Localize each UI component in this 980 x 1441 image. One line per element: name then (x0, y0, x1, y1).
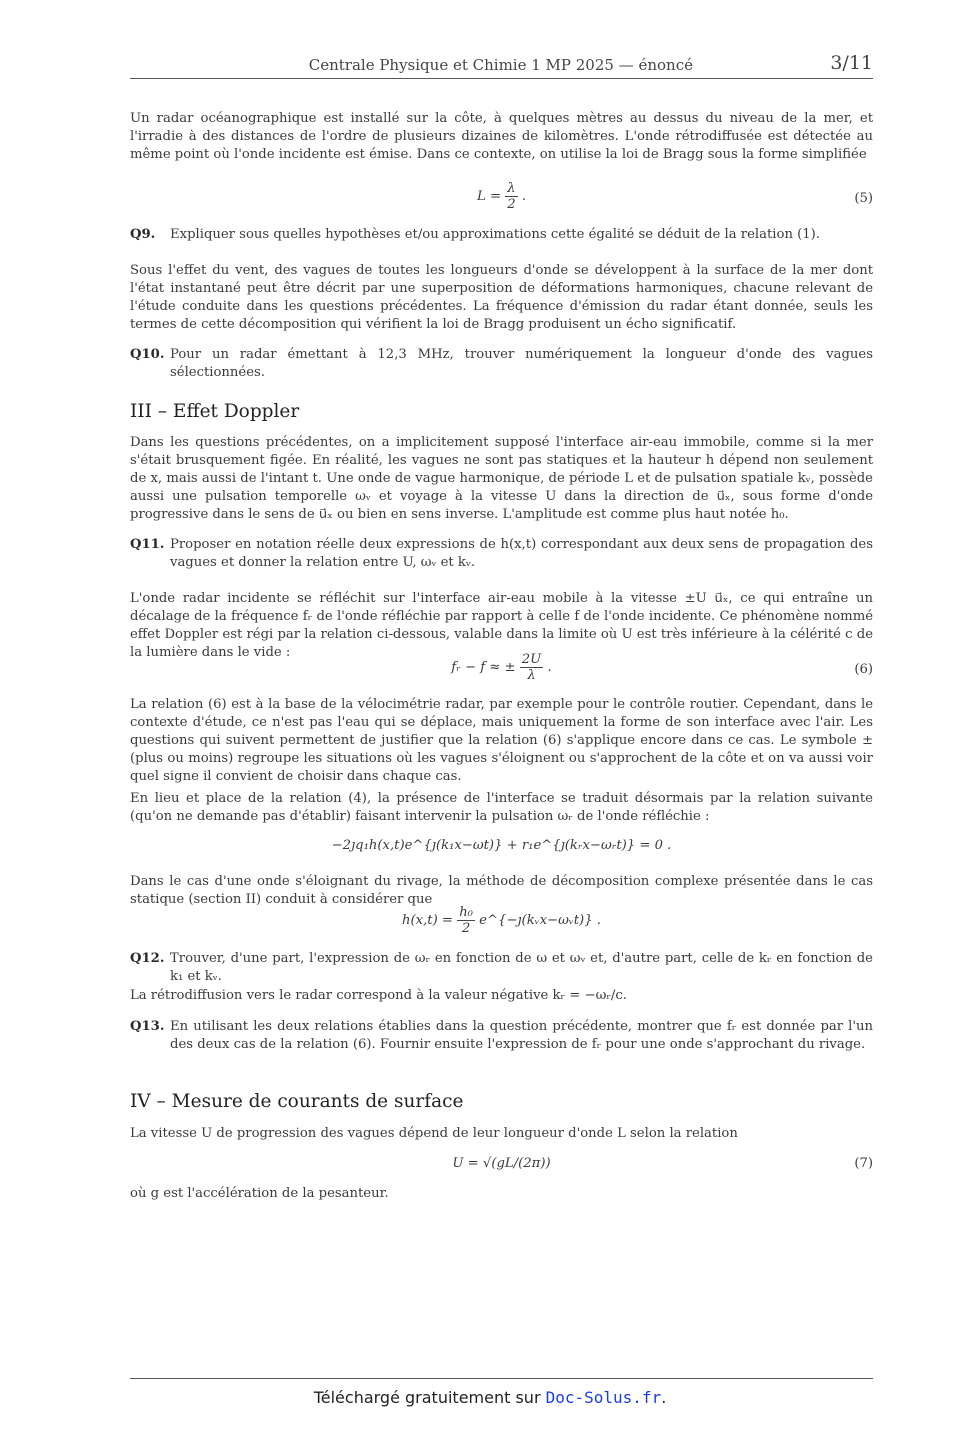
q13-label: Q13. (130, 1019, 165, 1034)
eqh-lhs: h(x,t) = (402, 913, 453, 928)
paragraph-radar: Un radar océanographique est installé sur la côte, à quelques mètres au dessus du niveau de la mer, et l'irradie à des distances de l'ordre de plusieurs dizaines de kilomètres. L'onde rétrodiffusée est détectée au même point où l'onde incidente est émise. Dans ce contexte, on utilise la loi de Bragg sous la forme simplifiée (130, 111, 873, 162)
paragraph-cas: Dans le cas d'une onde s'éloignant du rivage, la méthode de décomposition complexe présentée dans le cas statique (section II) conduit à considérer que (130, 874, 873, 907)
section-4-title: IV – Mesure de courants de surface (130, 1091, 464, 1112)
footer-divider (130, 1378, 873, 1379)
question-10 (130, 346, 873, 382)
eq6-den: λ (527, 668, 536, 683)
eqh-fraction (457, 905, 475, 936)
q9-label: Q9. (130, 227, 156, 242)
eq5-num: λ (505, 181, 517, 197)
eq5-den: 2 (507, 197, 516, 212)
eq7-number: (7) (854, 1156, 873, 1171)
footer-prefix: Téléchargé gratuitement sur (313, 1388, 541, 1407)
page-header (130, 54, 873, 79)
eq7-text: U = √(gL/(2π)) (452, 1156, 551, 1171)
equation-5 (130, 181, 873, 212)
paragraph-doppler: Dans les questions précédentes, on a implicitement supposé l'interface air-eau immobile, comme si la mer s'était brusquement figée. En réalité, les vagues ne sont pas statiques et la hauteur h dépend non seulement de x, mais aussi de l'intant t. Une onde de vague harmonique, de période L et de pulsation spatiale kᵥ, possède aussi une pulsation temporelle ωᵥ et voyage à la vitesse U dans la direction de u⃗ₓ, sous forme d'onde progressive dans le sens de u⃗ₓ ou bien en sens inverse. L'amplitude est comme plus haut notée h₀. (130, 435, 873, 522)
eq6-tail: . (547, 660, 552, 675)
question-11 (130, 536, 873, 572)
q12-label: Q12. (130, 951, 165, 966)
paragraph-retro: La rétrodiffusion vers le radar correspond à la valeur négative kᵣ = −ωᵣ/c. (130, 988, 627, 1003)
paragraph-lieu: En lieu et place de la relation (4), la présence de l'interface se traduit désormais par la relation suivante (qu'on ne demande pas d'établir) faisant intervenir la pulsation ωᵣ de l'onde réfléchie : (130, 791, 873, 824)
paragraph-vent: Sous l'effet du vent, des vagues de toutes les longueurs d'onde se développent à la surface de la mer dont l'état instantané peut être décrit par une superposition de déformations harmoniques, chacune relevant de l'étude conduite dans les questions précédentes. La fréquence d'émission du radar étant donnée, seuls les termes de cette décomposition qui vérifient la loi de Bragg produisent un écho significatif. (130, 263, 873, 332)
q9-text: Expliquer sous quelles hypothèses et/ou approximations cette égalité se déduit de la relation (1). (170, 227, 821, 242)
footer-suffix: . (661, 1388, 667, 1407)
eq5-number: (5) (854, 191, 873, 206)
eqh-den: 2 (461, 921, 471, 936)
q11-label: Q11. (130, 537, 165, 552)
eq6-number: (6) (854, 662, 873, 677)
header-title: Centrale Physique et Chimie 1 MP 2025 — énoncé (308, 56, 693, 74)
eq6-num: 2U (521, 652, 542, 667)
equation-7 (130, 1154, 873, 1174)
section-3-title: III – Effet Doppler (130, 401, 300, 422)
q13-text: En utilisant les deux relations établies dans la question précédente, montrer que fᵣ est donnée par l'un des deux cas de la relation (6). Fournir ensuite l'expression de fᵣ pour une onde s'approchant du rivage. (170, 1019, 873, 1052)
footer-link[interactable]: Doc-Solus.fr (545, 1388, 662, 1407)
equation-6 (130, 652, 873, 683)
q10-label: Q10. (130, 347, 165, 362)
page-number: 3/11 (830, 52, 873, 74)
paragraph-velocimetrie: La relation (6) est à la base de la vélocimétrie radar, par exemple pour le contrôle routier. Cependant, dans le contexte d'étude, ce n'est pas l'eau qui se déplace, mais uniquement la forme de son interface avec l'air. Les questions qui suivent permettent de justifier que la relation (6) s'applique encore dans ce cas. Le symbole ± (plus ou moins) regroupe les situations où les vagues s'éloignent ou s'approchent de la côte et on va aussi voir quel signe il convient de choisir dans chaque cas. (130, 697, 873, 784)
q12-text: Trouver, d'une part, l'expression de ωᵣ en fonction de ω et ωᵥ et, d'autre part, celle de kᵣ en fonction de k₁ et kᵥ. (170, 951, 873, 984)
eq6-lhs: fᵣ − f ≈ ± (451, 660, 516, 675)
eq5-fraction (505, 181, 517, 212)
q10-text: Pour un radar émettant à 12,3 MHz, trouver numériquement la longueur d'onde des vagues sélectionnées. (170, 347, 873, 380)
question-12 (130, 950, 873, 986)
paragraph-onde-radar: L'onde radar incidente se réfléchit sur l'interface air-eau mobile à la vitesse ±U u⃗ₓ, ce qui entraîne un décalage de la fréquence fᵣ de l'onde réfléchie par rapport à celle f de l'onde incidente. Ce phénomène nommé effet Doppler est régi par la relation ci-dessous, valable dans la limite où U est très inférieure à la célérité c de la lumière dans le vide : (130, 591, 873, 660)
equation-h (130, 905, 873, 936)
eq5-lhs: L = (477, 189, 501, 204)
eq5-tail: . (521, 189, 526, 204)
eqh-tail: e^{−ȷ(kᵥx−ωᵥt)} . (479, 913, 601, 928)
question-13 (130, 1018, 873, 1054)
eq6-fraction (520, 652, 544, 683)
paragraph-g: où g est l'accélération de la pesanteur. (130, 1186, 389, 1201)
question-9 (130, 226, 873, 244)
page-footer (0, 1388, 980, 1407)
paragraph-vitesse: La vitesse U de progression des vagues dépend de leur longueur d'onde L selon la relation (130, 1126, 738, 1141)
equation-interface: −2ȷq₁h(x,t)e^{ȷ(k₁x−ωt)} + r₁e^{ȷ(kᵣx−ωᵣt)} = 0 . (331, 838, 672, 853)
q11-text: Proposer en notation réelle deux expressions de h(x,t) correspondant aux deux sens de propagation des vagues et donner la relation entre U, ωᵥ et kᵥ. (170, 537, 873, 570)
eqh-num: h₀ (459, 905, 473, 920)
